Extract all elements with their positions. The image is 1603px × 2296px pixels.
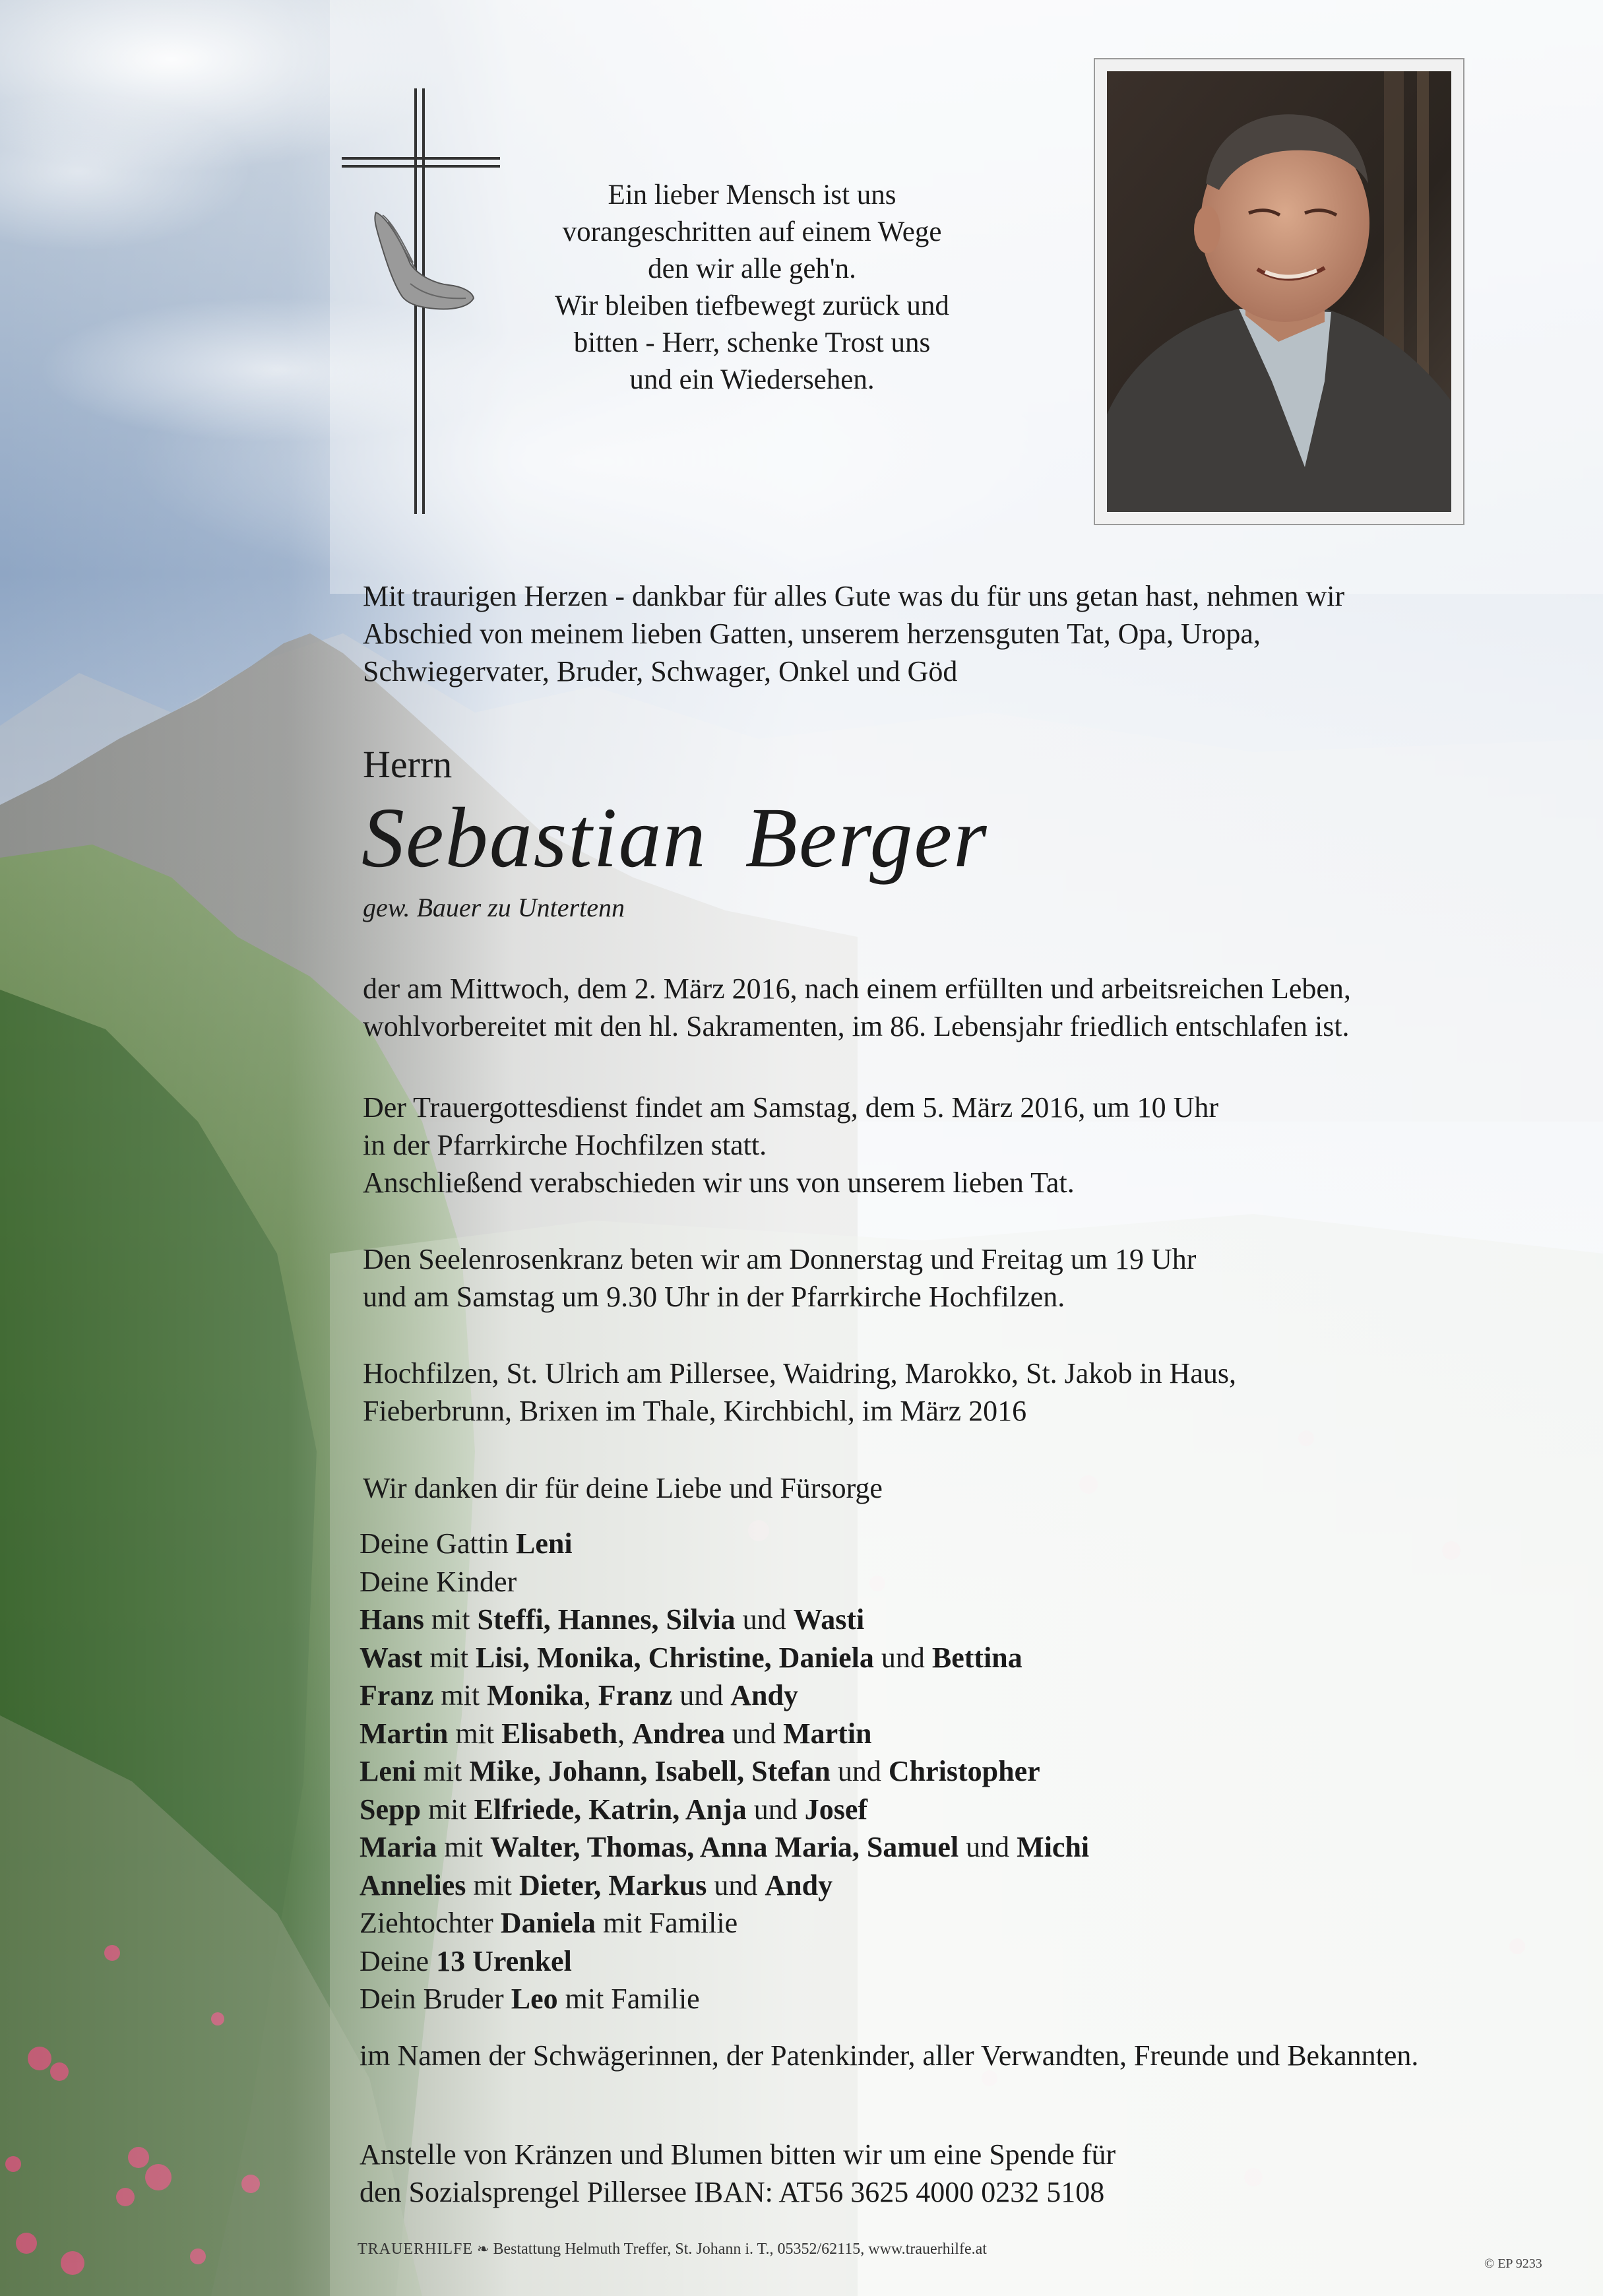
mourner-text: mit Familie	[557, 1983, 700, 2015]
mourner-name: Dieter, Markus	[519, 1868, 707, 1901]
deceased-last-name: Berger	[745, 790, 988, 885]
service-line: in der Pfarrkirche Hochfilzen statt.	[363, 1129, 767, 1161]
mourner-text: Ziehtochter	[360, 1907, 501, 1939]
intro-line: Schwiegervater, Bruder, Schwager, Onkel und Göd	[363, 655, 958, 687]
cross-with-praying-hands-icon	[336, 86, 515, 521]
mourner-line	[360, 1866, 1089, 1905]
mourner-text: und	[746, 1793, 805, 1826]
mourner-name: Martin	[360, 1717, 449, 1750]
mourner-text: mit	[433, 1679, 487, 1711]
places-line: Fieberbrunn, Brixen im Thale, Kirchbichl, im März 2016	[363, 1395, 1027, 1427]
places-and-date	[363, 1355, 1236, 1430]
mourner-name: Elfriede, Katrin, Anja	[474, 1793, 747, 1826]
mourner-line	[360, 1525, 1089, 1563]
mourner-name: Bettina	[931, 1641, 1022, 1674]
mourner-text: Deine Kinder	[360, 1565, 517, 1598]
donation-line: den Sozialsprengel Pillersee IBAN: AT56 3625 4000 0232 5108	[360, 2176, 1105, 2208]
footer-brand: TRAUERHILFE	[358, 2241, 473, 2258]
mourner-name: Franz	[598, 1679, 673, 1711]
mourner-line	[360, 1828, 1089, 1866]
mourner-name: Hans	[360, 1603, 424, 1636]
mourner-name: Mike, Johann, Isabell, Stefan	[469, 1755, 831, 1787]
mourner-name: Wasti	[793, 1603, 865, 1636]
mourner-name: Leo	[511, 1983, 558, 2015]
intro-line: Abschied von meinem lieben Gatten, unserem herzensguten Tat, Opa, Uropa,	[363, 618, 1261, 650]
mourner-name: Steffi, Hannes, Silvia	[477, 1603, 736, 1636]
mourner-text: ,	[617, 1717, 633, 1750]
places-line: Hochfilzen, St. Ulrich am Pillersee, Waidring, Marokko, St. Jakob in Haus,	[363, 1357, 1236, 1389]
mourner-name: Maria	[360, 1831, 437, 1863]
intro-paragraph	[363, 577, 1344, 690]
footer-logo-icon: ❧	[477, 2241, 489, 2257]
salutation: Herrn	[363, 743, 453, 786]
deceased-first-name: Sebastian	[361, 790, 707, 885]
mourner-name: Daniela	[500, 1907, 596, 1939]
verse-line: bitten - Herr, schenke Trost uns	[573, 327, 931, 358]
thanks-line: Wir danken dir für deine Liebe und Fürsorge	[363, 1472, 883, 1504]
funeral-service-info	[363, 1089, 1218, 1201]
mourner-text: und	[672, 1679, 731, 1711]
verse-line: und ein Wiedersehen.	[629, 364, 875, 395]
rosary-info	[363, 1240, 1196, 1316]
mourner-line	[360, 1752, 1089, 1791]
mourner-name: Annelies	[360, 1868, 466, 1901]
footer-imprint	[358, 2241, 987, 2258]
death-line: der am Mittwoch, dem 2. März 2016, nach einem erfüllten und arbeitsreichen Leben,	[363, 973, 1351, 1005]
mourner-text: mit	[437, 1831, 490, 1863]
mourner-name: Josef	[804, 1793, 868, 1826]
mourner-line	[360, 1715, 1089, 1753]
mourner-line	[360, 1601, 1089, 1639]
mourner-name: Lisi, Monika, Christine, Daniela	[476, 1641, 874, 1674]
mourner-name: Andy	[765, 1868, 833, 1901]
verse-line: vorangeschritten auf einem Wege	[562, 216, 942, 247]
mourner-text: und	[725, 1717, 784, 1750]
verse-text	[501, 177, 1003, 399]
mourner-text: und	[707, 1868, 765, 1901]
donation-request	[360, 2136, 1116, 2211]
mourner-text: ,	[583, 1679, 598, 1711]
death-line: wohlvorbereitet mit den hl. Sakramenten, im 86. Lebensjahr friedlich entschlafen ist.	[363, 1010, 1350, 1042]
mourner-name: Monika	[487, 1679, 584, 1711]
verse-line: den wir alle geh'n.	[648, 253, 856, 284]
mourner-name: Andy	[730, 1679, 798, 1711]
mourner-text: und	[830, 1755, 889, 1787]
mourner-text: mit	[420, 1793, 474, 1826]
service-line: Der Trauergottesdienst findet am Samstag, dem 5. März 2016, um 10 Uhr	[363, 1091, 1218, 1124]
portrait-photo-frame	[1094, 58, 1464, 525]
deceased-occupation: gew. Bauer zu Untertenn	[363, 893, 625, 922]
mourner-line	[360, 1676, 1089, 1715]
intro-line: Mit traurigen Herzen - dankbar für alles Gute was du für uns getan hast, nehmen wir	[363, 580, 1345, 612]
verse-line: Wir bleiben tiefbewegt zurück und	[555, 290, 949, 321]
mourner-name: Leni	[360, 1755, 416, 1787]
mourner-line	[360, 1980, 1089, 2018]
mourner-name: Leni	[516, 1527, 573, 1560]
mourner-text: Deine Gattin	[360, 1527, 517, 1560]
mourner-name: Christopher	[888, 1755, 1040, 1787]
mourner-name: Wast	[360, 1641, 423, 1674]
mourner-name: Franz	[360, 1679, 434, 1711]
mourner-name: 13 Urenkel	[436, 1944, 572, 1977]
mourner-text: mit Familie	[596, 1907, 738, 1939]
mourner-text: und	[735, 1603, 794, 1636]
mourner-text: mit	[424, 1603, 478, 1636]
mourner-name: Elisabeth	[501, 1717, 618, 1750]
mourner-name: Sepp	[360, 1793, 421, 1826]
mourner-text: mit	[448, 1717, 502, 1750]
verse-line: Ein lieber Mensch ist uns	[608, 179, 896, 210]
donation-line: Anstelle von Kränzen und Blumen bitten wir um eine Spende für	[360, 2138, 1116, 2171]
mourners-list	[360, 1525, 1089, 2018]
mourner-line	[360, 1791, 1089, 1829]
rosary-line: und am Samstag um 9.30 Uhr in der Pfarrkirche Hochfilzen.	[363, 1281, 1065, 1313]
mourner-line	[360, 1639, 1089, 1677]
on-behalf-line: im Namen der Schwägerinnen, der Patenkinder, aller Verwandten, Freunde und Bekannten.	[360, 2039, 1419, 2072]
mourner-text: mit	[422, 1641, 476, 1674]
mourner-name: Michi	[1017, 1831, 1090, 1863]
mourner-text: mit	[466, 1868, 520, 1901]
mourner-name: Martin	[783, 1717, 872, 1750]
mourner-name: Walter, Thomas, Anna Maria, Samuel	[489, 1831, 959, 1863]
mourner-name: Andrea	[632, 1717, 726, 1750]
mourner-text: und	[873, 1641, 932, 1674]
deceased-name	[361, 788, 988, 887]
mourner-text: Dein Bruder	[360, 1983, 511, 2015]
portrait-photo	[1107, 71, 1451, 512]
mourner-text: Deine	[360, 1944, 437, 1977]
footer-text: Bestattung Helmuth Treffer, St. Johann i. T., 05352/62115, www.trauerhilfe.at	[493, 2241, 987, 2258]
mourner-text: und	[959, 1831, 1017, 1863]
mourner-text: mit	[416, 1755, 470, 1787]
mourner-line	[360, 1563, 1089, 1601]
mourner-line	[360, 1942, 1089, 1981]
rosary-line: Den Seelenrosenkranz beten wir am Donnerstag und Freitag um 19 Uhr	[363, 1243, 1197, 1275]
death-notice	[363, 970, 1351, 1045]
footer-code: © EP 9233	[1484, 2256, 1542, 2271]
service-line: Anschließend verabschieden wir uns von unserem lieben Tat.	[363, 1166, 1075, 1199]
mourner-line	[360, 1904, 1089, 1942]
